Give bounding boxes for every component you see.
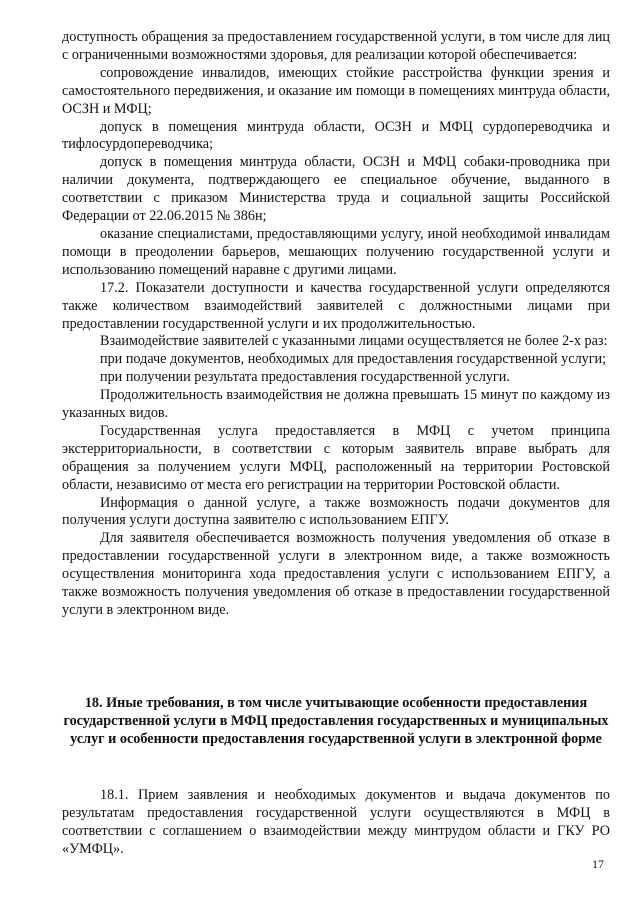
paragraph: допуск в помещения минтруда области, ОСЗН и МФЦ сурдопереводчика и тифлосурдопереводчика;: [62, 118, 610, 153]
paragraph: допуск в помещения минтруда области, ОСЗН и МФЦ собаки-проводника при наличии документа, подтверждающего ее специальное обучение, выданного в соответствии с приказом Министерства труда и социальной защиты Российской Федерации от 22.06.2015 № 386н;: [62, 154, 610, 225]
section-body: [62, 787, 610, 859]
paragraph: оказание специалистами, предоставляющими услугу, иной необходимой инвалидам помощи в преодолении барьеров, мешающих получению государственной услуги и использованию помещений наравне с другими лицами.: [62, 225, 610, 278]
paragraph: Взаимодействие заявителей с указанными лицами осуществляется не более 2-х раз:: [100, 333, 608, 350]
paragraph: Продолжительность взаимодействия не должна превышать 15 минут по каждому из указанных видов.: [62, 387, 610, 422]
section-heading: 18. Иные требования, в том числе учитывающие особенности предоставления государственной услуги в МФЦ предоставления государственных и муниципальных услуг и особенности предоставления государственной услуги в электронной форме: [63, 695, 609, 747]
body-text: [62, 29, 610, 620]
paragraph: Информация о данной услуге, а также возможность подачи документов для получения услуги доступна заявителю с использованием ЕПГУ.: [62, 494, 610, 529]
paragraph: 18.1. Прием заявления и необходимых документов и выдача документов по результатам предоставления государственной услуги осуществляются в МФЦ в соответствии с соглашением о взаимодействии между минтрудом области и ГКУ РО «УМФЦ».: [62, 787, 610, 857]
paragraph: Государственная услуга предоставляется в МФЦ с учетом принципа экстерриториальности, в соответствии с которым заявитель вправе выбрать для обращения за получением услуги МФЦ, расположенный на территории Ростовской области, независимо от места его регистрации на территории Ростовской области.: [62, 422, 610, 493]
paragraph: сопровождение инвалидов, имеющих стойкие расстройства функции зрения и самостоятельного передвижения, и оказание им помощи в помещениях минтруда области, ОСЗН и МФЦ;: [62, 64, 610, 117]
paragraph: 17.2. Показатели доступности и качества государственной услуги определяются также количеством взаимодействий заявителей с должностными лицами при предоставлении государственной услуги и их продолжительностью.: [62, 279, 610, 332]
paragraph: Для заявителя обеспечивается возможность получения уведомления об отказе в предоставлении государственной услуги в электронном виде, а также возможность осуществления мониторинга хода предоставления услуги с использованием ЕПГУ, а также возможность получения уведомления об отказе в предоставлении государственной услуги в электронном виде.: [62, 530, 610, 618]
paragraph: при подаче документов, необходимых для предоставления государственной услуги;: [100, 351, 607, 368]
paragraph: при получении результата предоставления государственной услуги.: [100, 369, 510, 386]
paragraph: доступность обращения за предоставлением государственной услуги, в том числе для лиц с ограниченными возможностями здоровья, для реализации которой обеспечивается:: [62, 29, 610, 63]
page-number: 17: [592, 857, 604, 871]
